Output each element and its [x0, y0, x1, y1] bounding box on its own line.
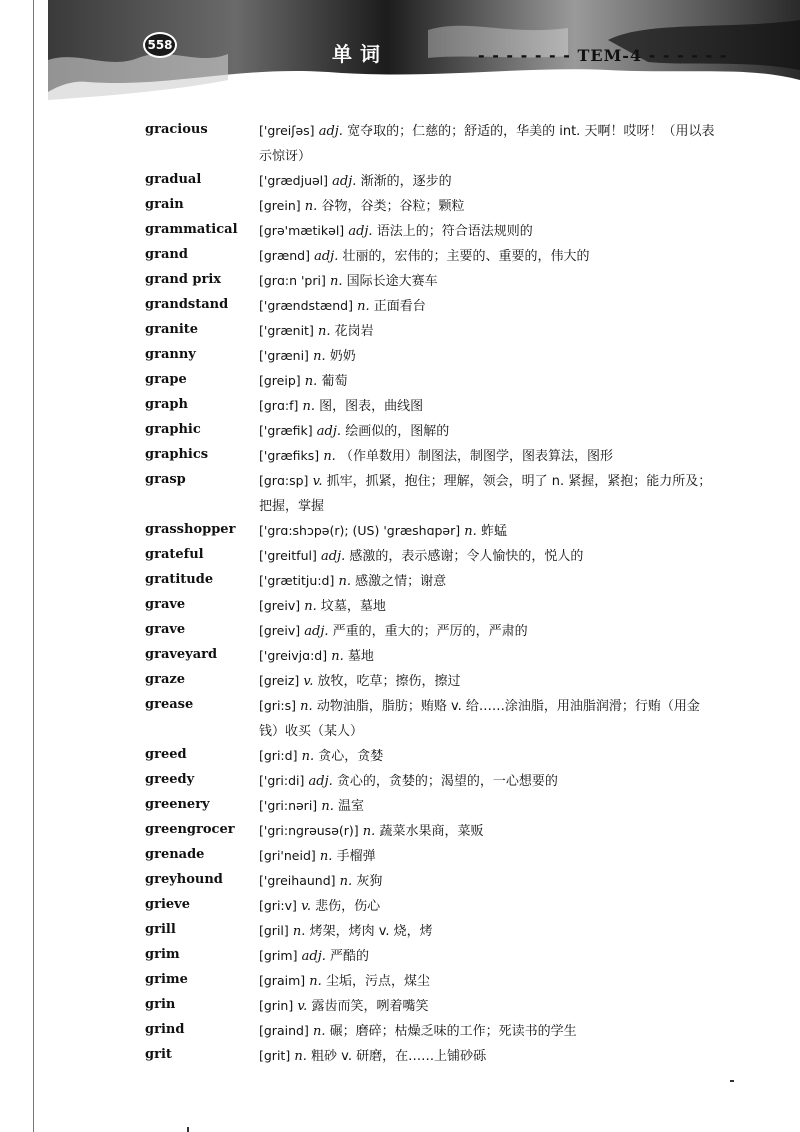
meaning: 粗砂 v. 研磨，在……上铺砂砾	[311, 1049, 487, 1064]
phonetic: [grin]	[259, 998, 294, 1013]
headword: grill	[145, 922, 176, 937]
headword: granny	[145, 347, 196, 362]
definition	[259, 343, 719, 369]
phonetic: [grim]	[259, 948, 298, 963]
part-of-speech: n.	[309, 974, 322, 989]
part-of-speech: adj.	[318, 124, 343, 139]
trailing-dashes: - - - - - -	[648, 46, 728, 65]
headword: grandstand	[145, 297, 229, 312]
meaning: 碾；磨碎；枯燥乏味的工作；死读书的学生	[329, 1024, 577, 1039]
meaning: （作单数用）制图法，制图学，图表算法，图形	[339, 449, 613, 464]
part-of-speech: n.	[362, 824, 376, 839]
part-of-speech: adj.	[301, 949, 326, 964]
page-number-badge: 558	[143, 32, 177, 58]
meaning: 感激的，表示感谢；令人愉快的，悦人的	[349, 549, 584, 564]
part-of-speech: adj.	[348, 224, 373, 239]
meaning: 手榴弹	[336, 849, 376, 864]
definition	[259, 468, 719, 519]
meaning: 图，图表，曲线图	[319, 399, 424, 414]
headword: gradual	[145, 172, 202, 187]
headword: grim	[145, 947, 180, 962]
definition	[259, 743, 719, 769]
part-of-speech: n.	[319, 849, 333, 864]
part-of-speech: n.	[300, 699, 313, 714]
meaning: 蚱蜢	[480, 524, 507, 539]
phonetic: [gril]	[259, 923, 289, 938]
headword: grit	[145, 1047, 172, 1062]
definition	[259, 518, 719, 544]
scan-speck	[187, 1127, 189, 1132]
headword: grateful	[145, 547, 204, 562]
definition	[259, 968, 719, 994]
meaning: 墓地	[347, 649, 374, 664]
headword: grand prix	[145, 272, 222, 287]
phonetic: ['gri:nəri]	[259, 798, 318, 813]
headword: grave	[145, 597, 186, 612]
part-of-speech: n.	[321, 799, 334, 814]
phonetic: [graim]	[259, 973, 306, 988]
headword: gracious	[145, 122, 208, 137]
definition	[259, 818, 719, 844]
headword: grin	[145, 997, 176, 1012]
phonetic: [grɑ:f]	[259, 398, 299, 413]
phonetic: ['greivjɑ:d]	[259, 648, 328, 663]
phonetic: ['greiʃəs]	[259, 123, 315, 138]
meaning: 正面看台	[373, 299, 426, 314]
headword: greengrocer	[145, 822, 235, 837]
definition	[259, 868, 719, 894]
part-of-speech: adj.	[321, 549, 346, 564]
headword: graphic	[145, 422, 201, 437]
meaning: 花岗岩	[334, 324, 374, 339]
phonetic: [grɑ:n 'pri]	[259, 273, 326, 288]
part-of-speech: v.	[301, 899, 311, 914]
definition	[259, 943, 719, 969]
meaning: 露齿而笑，咧着嘴笑	[311, 999, 429, 1014]
meaning: 感激之情；谢意	[355, 574, 447, 589]
headword: grind	[145, 1022, 185, 1037]
part-of-speech: n.	[317, 324, 331, 339]
headword: greed	[145, 747, 187, 762]
part-of-speech: n.	[304, 199, 318, 214]
part-of-speech: adj.	[314, 249, 339, 264]
part-of-speech: n.	[292, 924, 306, 939]
phonetic: [gri:v]	[259, 898, 297, 913]
headword: graze	[145, 672, 186, 687]
meaning: 温室	[337, 799, 364, 814]
phonetic: [greiz]	[259, 673, 300, 688]
phonetic: ['grætitju:d]	[259, 573, 335, 588]
headword: grave	[145, 622, 186, 637]
part-of-speech: n.	[294, 1049, 307, 1064]
part-of-speech: v.	[312, 474, 323, 489]
phonetic: ['græfiks]	[259, 448, 320, 463]
headword: grammatical	[145, 222, 238, 237]
phonetic: [gri:s]	[259, 698, 297, 713]
phonetic: [gri'neid]	[259, 848, 316, 863]
meaning: 葡萄	[321, 374, 348, 389]
part-of-speech: n.	[331, 649, 344, 664]
definition	[259, 268, 719, 294]
phonetic: [greiv]	[259, 598, 301, 613]
part-of-speech: adj.	[316, 424, 342, 439]
meaning: 贪心的，贪婪的；渴望的，一心想要的	[336, 774, 558, 789]
definition	[259, 318, 719, 344]
headword: greenery	[145, 797, 210, 812]
part-of-speech: n.	[312, 1024, 326, 1039]
part-of-speech: n.	[313, 349, 326, 364]
headword: greedy	[145, 772, 195, 787]
meaning: 绘画似的，图解的	[345, 424, 450, 439]
phonetic: [grɑ:sp]	[259, 473, 309, 488]
definition	[259, 118, 719, 169]
meaning: 谷物，谷类；谷粒；颗粒	[321, 199, 465, 214]
headword: grenade	[145, 847, 205, 862]
chapter-title: 单词	[332, 42, 388, 66]
phonetic: [greip]	[259, 373, 301, 388]
section-label: TEM-4	[577, 46, 643, 65]
part-of-speech: n.	[339, 874, 353, 889]
phonetic: ['gri:ngrəusə(r)]	[259, 823, 359, 838]
phonetic: [grə'mætikəl]	[259, 223, 345, 238]
part-of-speech: n.	[357, 299, 370, 314]
meaning: 渐渐的，逐步的	[360, 174, 452, 189]
meaning: 抓牢，抓紧，抱住；理解，领会，明了 n. 紧握，紧抱；能力所及；把握，掌握	[259, 474, 712, 514]
meaning: 动物油脂，脂肪；贿赂 v. 给……涂油脂，用油脂润滑；行贿（用金钱）收买（某人）	[259, 699, 700, 739]
definition	[259, 293, 719, 319]
definition	[259, 1018, 719, 1044]
definition	[259, 993, 719, 1019]
phonetic: ['grændstænd]	[259, 298, 353, 313]
meaning: 放牧，吃草；擦伤，擦过	[317, 674, 461, 689]
definition	[259, 1043, 719, 1069]
headword: grasshopper	[145, 522, 236, 537]
headword: granite	[145, 322, 199, 337]
meaning: 尘垢，污点，煤尘	[325, 974, 430, 989]
meaning: 坟墓，墓地	[320, 599, 386, 614]
definition	[259, 893, 719, 919]
definition	[259, 218, 719, 244]
phonetic: [gri:d]	[259, 748, 298, 763]
definition	[259, 193, 719, 219]
meaning: 烤架，烤肉 v. 烧，烤	[309, 924, 433, 939]
part-of-speech: v.	[297, 999, 308, 1014]
phonetic: ['grɑ:shɔpə(r); (US) 'græshɑpər]	[259, 523, 461, 538]
part-of-speech: n.	[304, 599, 317, 614]
definition	[259, 543, 719, 569]
definition	[259, 593, 719, 619]
part-of-speech: n.	[464, 524, 477, 539]
headword: grain	[145, 197, 184, 212]
part-of-speech: n.	[304, 374, 318, 389]
phonetic: ['græni]	[259, 348, 309, 363]
headword: graph	[145, 397, 188, 412]
definition	[259, 793, 719, 819]
meaning: 壮丽的，宏伟的；主要的、重要的，伟大的	[342, 249, 590, 264]
part-of-speech: adj.	[304, 624, 329, 639]
phonetic: ['grænit]	[259, 323, 314, 338]
headword: grease	[145, 697, 194, 712]
phonetic: [graind]	[259, 1023, 309, 1038]
definition	[259, 918, 719, 944]
definition	[259, 243, 719, 269]
definition	[259, 668, 719, 694]
headword: grape	[145, 372, 187, 387]
phonetic: ['greitful]	[259, 548, 317, 563]
definition	[259, 168, 719, 194]
definition	[259, 368, 719, 394]
meaning: 蔬菜水果商，菜贩	[379, 824, 484, 839]
meaning: 国际长途大赛车	[346, 274, 438, 289]
meaning: 悲伤，伤心	[315, 899, 381, 914]
phonetic: ['græfik]	[259, 423, 313, 438]
meaning: 严重的，重大的；严厉的，严肃的	[332, 624, 528, 639]
headword: grand	[145, 247, 188, 262]
phonetic: ['greihaund]	[259, 873, 336, 888]
headword: grieve	[145, 897, 190, 912]
definition	[259, 643, 719, 669]
phonetic: [grein]	[259, 198, 301, 213]
meaning: 宽夺取的；仁慈的；舒适的，华美的 int. 天啊！哎呀！（用以表示惊讶）	[259, 124, 715, 164]
phonetic: [grit]	[259, 1048, 291, 1063]
phonetic: ['gri:di]	[259, 773, 305, 788]
meaning: 严酷的	[330, 949, 370, 964]
part-of-speech: adj.	[332, 174, 357, 189]
definition	[259, 618, 719, 644]
meaning: 贪心，贪婪	[318, 749, 384, 764]
phonetic: [greiv]	[259, 623, 301, 638]
definition	[259, 443, 719, 469]
part-of-speech: v.	[303, 674, 314, 689]
headword: gratitude	[145, 572, 214, 587]
part-of-speech: adj.	[308, 774, 333, 789]
definition	[259, 768, 719, 794]
meaning: 语法上的；符合语法规则的	[376, 224, 533, 239]
headword: greyhound	[145, 872, 223, 887]
meaning: 灰狗	[356, 874, 383, 889]
part-of-speech: n.	[330, 274, 343, 289]
definition	[259, 568, 719, 594]
meaning: 奶奶	[329, 349, 356, 364]
scan-speck	[730, 1080, 734, 1082]
headword: graveyard	[145, 647, 218, 662]
phonetic: [grænd]	[259, 248, 310, 263]
part-of-speech: n.	[301, 749, 315, 764]
phonetic: ['grædjuəl]	[259, 173, 329, 188]
part-of-speech: n.	[338, 574, 352, 589]
definition	[259, 843, 719, 869]
part-of-speech: n.	[323, 449, 336, 464]
definition	[259, 418, 719, 444]
part-of-speech: n.	[302, 399, 316, 414]
definition	[259, 693, 719, 744]
headword: grime	[145, 972, 188, 987]
headword: grasp	[145, 472, 186, 487]
leading-dashes: - - - - - - -	[478, 46, 571, 65]
headword: graphics	[145, 447, 209, 462]
definition	[259, 393, 719, 419]
